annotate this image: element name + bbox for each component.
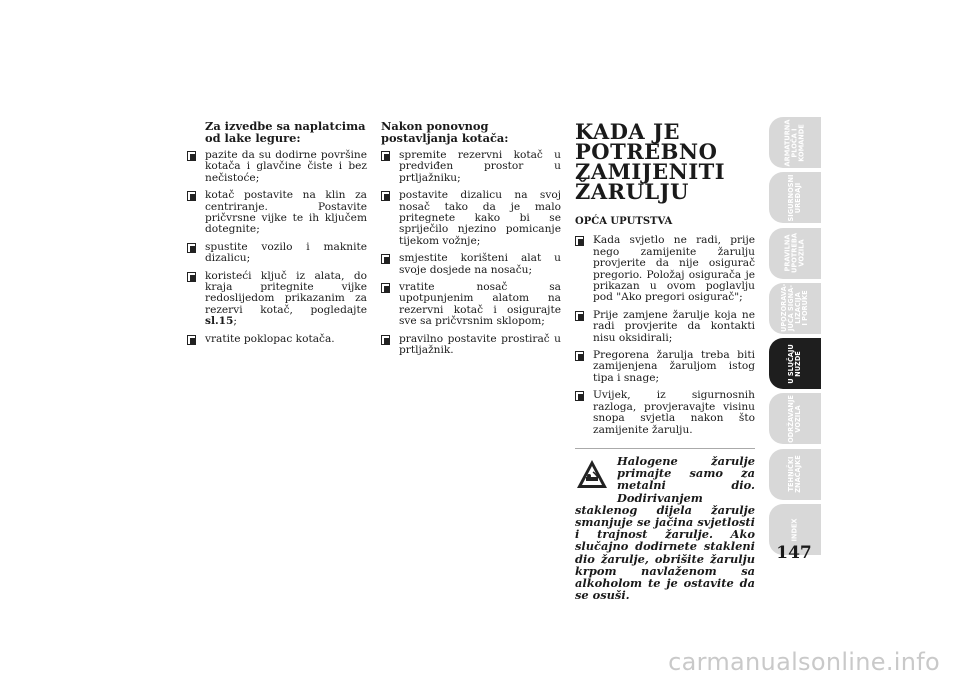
warning-triangle-icon <box>575 457 609 491</box>
bullet-box-icon <box>187 335 196 345</box>
after-refit-subheading: Nakon ponovnog postavljanja kotača: <box>381 119 509 145</box>
bullet-box-icon <box>381 151 390 161</box>
list-item: vratite poklopac kotača. <box>187 334 367 345</box>
list-item: kotač postavite na klin za centriranje. Postavite pričvrsne vijke te ih ključem dotegnite; <box>187 190 367 236</box>
tab-warning-lights[interactable]: UPOZORAVA- JUĆA SIGNA- LIZACIJA I PORUKE <box>769 283 821 334</box>
list-item: Pregorena žarulja treba biti zamijenjena žaruljom istog tipa i snage; <box>575 350 755 384</box>
bullet-box-icon <box>575 236 584 246</box>
column-left <box>187 120 367 351</box>
bullet-box-icon <box>187 191 196 201</box>
list-item: Kada svjetlo ne radi, prije nego zamijenite žarulju provjerite da nije osigurač pregorio. Položaj osigurača je prikazan u ovom poglavlju pod "Ako pregori osigurač"; <box>575 235 755 303</box>
bullet-box-icon <box>381 283 390 293</box>
list-item: smjestite korišteni alat u svoje dosjede na nosaču; <box>381 253 561 276</box>
general-instructions-list <box>575 235 755 436</box>
watermark-text: carmanualsonline.info <box>668 648 940 676</box>
bullet-box-icon <box>187 151 196 161</box>
tab-maintenance[interactable]: ODRŽAVANJE VOZILA <box>769 393 821 444</box>
list-item: spustite vozilo i maknite dizalicu; <box>187 242 367 265</box>
chapter-tabs <box>769 117 821 559</box>
bullet-box-icon <box>381 335 390 345</box>
bullet-box-icon <box>381 254 390 264</box>
tab-dashboard-controls[interactable]: ARMATURNA PLOČA I KOMANDE <box>769 117 821 168</box>
divider <box>575 448 755 449</box>
bullet-box-icon <box>381 191 390 201</box>
tab-index[interactable]: INDEX <box>769 504 821 555</box>
list-item: pazite da su dodirne površine kotača i glavčine čiste i bez nečistoće; <box>187 150 367 184</box>
page-number: 147 <box>776 543 812 563</box>
bullet-box-icon <box>187 272 196 282</box>
column-middle <box>381 120 561 363</box>
bullet-box-icon <box>575 311 584 321</box>
section-title: KADA JE POTREBNO ZAMIJENITI ŽARULJU <box>575 119 726 204</box>
tab-correct-use[interactable]: PRAVILNA UPOTREBA VOZILA <box>769 228 821 279</box>
list-item: postavite dizalicu na svoj nosač tako da je malo pritegnete kako bi se spriječilo njezino pomicanje tijekom vožnje; <box>381 190 561 247</box>
tab-emergency[interactable]: U SLUČAJU NUŽDE <box>769 338 821 389</box>
column-right <box>575 120 755 601</box>
list-item: Uvijek, iz sigurnosnih razloga, provjeravajte visinu snopa svjetla nakon što zamijenite žarulju. <box>575 390 755 436</box>
bullet-box-icon <box>187 243 196 253</box>
alloy-wheels-subheading: Za izvedbe sa naplatcima od lake legure: <box>205 119 366 145</box>
tab-technical-specs[interactable]: TEHNIČKI ZNAČAJKE <box>769 449 821 500</box>
list-item: koristeći ključ iz alata, do kraja pritegnite vijke redoslijedom prikazanim za rezervi kotač, pogledajte sl.15; <box>187 271 367 328</box>
list-item: spremite rezervni kotač u predviđen prostor u prtljažniku; <box>381 150 561 184</box>
list-item: Prije zamjene žarulje koja ne radi provjerite da kontakti nisu oksidirali; <box>575 310 755 344</box>
warning-note: Halogene žarulje primajte samo za metalni dio. Dodirivanjem staklenog dijela žarulje smanjuje se jačina svjetlosti i trajnost žarulje. Ako slučajno dodirnete stakleni dio žarulje, obrišite žarulju krpom navlaženom sa alkoholom te je ostavite da se osuši. <box>575 453 755 603</box>
alloy-wheels-steps <box>187 150 367 345</box>
bullet-box-icon <box>575 351 584 361</box>
bullet-box-icon <box>575 391 584 401</box>
list-item: pravilno postavite prostirač u prtljažnik. <box>381 334 561 357</box>
list-item: vratite nosač sa upotpunjenim alatom na rezervni kotač i osigurajte sve sa pričvrsnim sklopom; <box>381 282 561 328</box>
after-refit-steps <box>381 150 561 357</box>
figure-reference-link[interactable]: sl.15 <box>205 315 234 328</box>
tab-safety-devices[interactable]: SIGURNOSNI UREĐAJI <box>769 172 821 223</box>
general-instructions-heading: OPĆA UPUTSTVA <box>575 216 673 227</box>
